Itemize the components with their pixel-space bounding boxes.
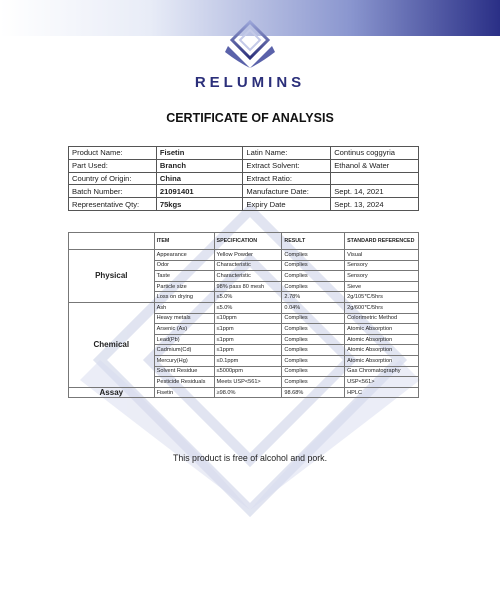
cell-standard: Sensory — [345, 271, 419, 282]
cell-result: Complies — [282, 260, 345, 271]
cell-item: Pesticide Residuals — [154, 377, 214, 388]
cell-item: Appearance — [154, 250, 214, 261]
relumins-logo-icon — [224, 20, 276, 70]
document-title: CERTIFICATE OF ANALYSIS — [166, 111, 334, 125]
cell-standard: HPLC — [345, 387, 419, 398]
table-row — [69, 147, 419, 160]
cell-result: Complies — [282, 377, 345, 388]
group-label-chemical: Chemical — [69, 302, 155, 387]
cell-result: Complies — [282, 345, 345, 356]
header-cell-group — [69, 233, 155, 250]
cell-spec: ≤5000ppm — [214, 366, 282, 377]
cell-result: Complies — [282, 313, 345, 324]
cell-standard: Sieve — [345, 281, 419, 292]
cell-item: Ash — [154, 302, 214, 313]
cell-item: Taste — [154, 271, 214, 282]
info-label: Manufacture Date: — [243, 185, 331, 198]
info-value — [331, 172, 419, 185]
cell-spec: Characteristic — [214, 271, 282, 282]
spec-table-body — [69, 250, 419, 398]
info-value: Branch — [156, 159, 243, 172]
info-value: 75kgs — [156, 198, 243, 211]
cell-spec: ≥98.0% — [214, 387, 282, 398]
info-value: 21091401 — [156, 185, 243, 198]
table-row — [69, 250, 419, 261]
cell-item: Loss on drying — [154, 292, 214, 303]
info-value: Fisetin — [156, 147, 243, 160]
cell-item: Heavy metals — [154, 313, 214, 324]
cell-item: Fisetin — [154, 387, 214, 398]
info-value: Sept. 13, 2024 — [331, 198, 419, 211]
cell-spec: ≤10ppm — [214, 313, 282, 324]
info-value: Sept. 14, 2021 — [331, 185, 419, 198]
header-cell-item: ITEM — [154, 233, 214, 250]
product-note: This product is free of alcohol and pork. — [172, 453, 328, 463]
cell-spec: Meets USP<561> — [214, 377, 282, 388]
cell-standard: 2g/600℃/5hrs — [345, 302, 419, 313]
cell-standard: Atomic Absorption — [345, 345, 419, 356]
cell-item: Lead(Pb) — [154, 334, 214, 345]
cell-standard: Atomic Absorption — [345, 334, 419, 345]
cell-result: Complies — [282, 250, 345, 261]
info-label: Part Used: — [69, 159, 157, 172]
info-value: Ethanol & Water — [331, 159, 419, 172]
cell-standard: Colorimetric Method — [345, 313, 419, 324]
cell-result: Complies — [282, 355, 345, 366]
table-row — [69, 159, 419, 172]
cell-item: Mercury(Hg) — [154, 355, 214, 366]
analysis-spec-table — [68, 232, 419, 398]
header-cell-result: RESULT — [282, 233, 345, 250]
cell-item: Arsenic (As) — [154, 324, 214, 335]
cell-item: Odor — [154, 260, 214, 271]
cell-item: Cadmium(Cd) — [154, 345, 214, 356]
cell-spec: ≤5.0% — [214, 302, 282, 313]
table-row — [69, 387, 419, 398]
cell-result: 0.04% — [282, 302, 345, 313]
cell-standard: 2g/105℃/5hrs — [345, 292, 419, 303]
cell-item: Solvent Residue — [154, 366, 214, 377]
cell-item: Particle size — [154, 281, 214, 292]
table-row — [69, 172, 419, 185]
product-info-table — [68, 146, 419, 211]
cell-spec: ≤0.1ppm — [214, 355, 282, 366]
info-value: Continus coggyria — [331, 147, 419, 160]
info-label: Representative Qty: — [69, 198, 157, 211]
table-row — [69, 198, 419, 211]
info-label: Expiry Date — [243, 198, 331, 211]
cell-result: Complies — [282, 324, 345, 335]
info-label: Extract Ratio: — [243, 172, 331, 185]
cell-result: Complies — [282, 271, 345, 282]
table-header-row — [69, 233, 419, 250]
info-label: Batch Number: — [69, 185, 157, 198]
cell-spec: ≤1ppm — [214, 334, 282, 345]
cell-result: 2.78% — [282, 292, 345, 303]
cell-spec: ≤1ppm — [214, 324, 282, 335]
info-label: Product Name: — [69, 147, 157, 160]
cell-standard: Atomic Absorption — [345, 355, 419, 366]
cell-standard: Gas Chromatography — [345, 366, 419, 377]
cell-result: 98.68% — [282, 387, 345, 398]
cell-standard: USP<561> — [345, 377, 419, 388]
brand-name: RELUMINS — [194, 74, 306, 91]
cell-spec: Characteristic — [214, 260, 282, 271]
cell-spec: ≤1ppm — [214, 345, 282, 356]
info-value: China — [156, 172, 243, 185]
header-cell-specification: SPECIFICATION — [214, 233, 282, 250]
table-row — [69, 302, 419, 313]
cell-standard: Visual — [345, 250, 419, 261]
info-label: Country of Origin: — [69, 172, 157, 185]
info-label: Extract Solvent: — [243, 159, 331, 172]
cell-spec: 98% pass 80 mesh — [214, 281, 282, 292]
cell-result: Complies — [282, 366, 345, 377]
cell-spec: ≤5.0% — [214, 292, 282, 303]
table-row — [69, 185, 419, 198]
cell-spec: Yellow Powder — [214, 250, 282, 261]
header-cell-standard: STANDARD REFERENCED — [345, 233, 419, 250]
group-label-assay: Assay — [69, 387, 155, 398]
info-label: Latin Name: — [243, 147, 331, 160]
cell-standard: Atomic Absorption — [345, 324, 419, 335]
group-label-physical: Physical — [69, 250, 155, 303]
cell-result: Complies — [282, 281, 345, 292]
cell-result: Complies — [282, 334, 345, 345]
cell-standard: Sensory — [345, 260, 419, 271]
